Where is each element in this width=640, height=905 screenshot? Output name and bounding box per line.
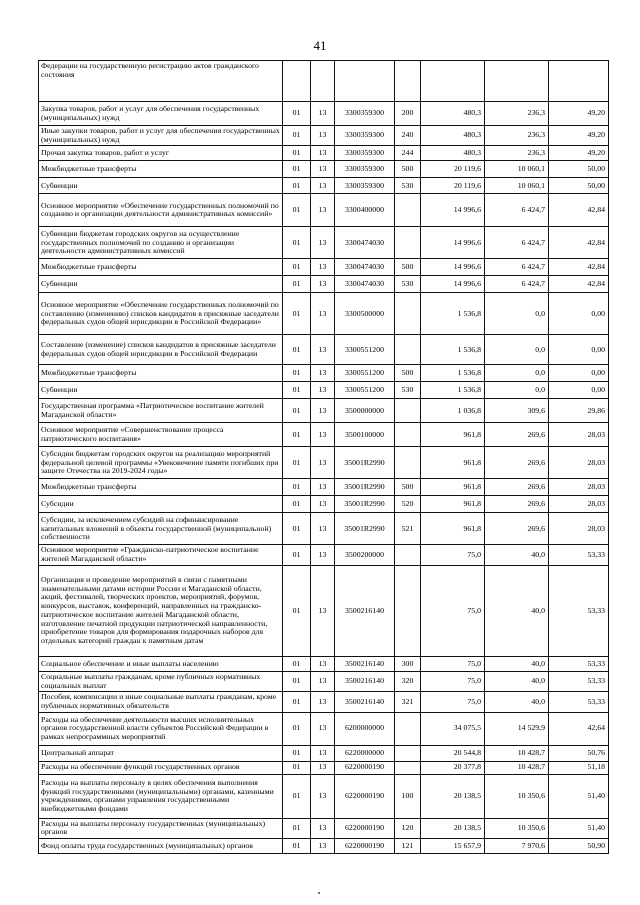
budget-table xyxy=(38,60,609,854)
table-row xyxy=(39,399,609,423)
cell-plan: 1 536,8 xyxy=(421,382,485,399)
cell-percent: 42,64 xyxy=(549,712,609,745)
cell-section: 01 xyxy=(283,839,311,854)
cell-target-article: 3300551200 xyxy=(335,382,395,399)
cell-subsection: 13 xyxy=(311,161,335,178)
cell-target-article: 3300359300 xyxy=(335,161,395,178)
cell-target-article: 6220000000 xyxy=(335,745,395,761)
cell-executed: 0,0 xyxy=(485,293,549,335)
cell-target-article: 3300359300 xyxy=(335,146,395,161)
cell-percent: 0,00 xyxy=(549,382,609,399)
cell-name: Закупка товаров, работ и услуг для обеспечения государственных (муниципальных) нужд xyxy=(39,102,283,126)
cell-plan: 480,3 xyxy=(421,146,485,161)
table-row xyxy=(39,423,609,447)
cell-subsection: 13 xyxy=(311,293,335,335)
cell-expense-type xyxy=(395,293,421,335)
cell-plan: 20 544,8 xyxy=(421,745,485,761)
scan-speck xyxy=(318,892,320,894)
cell-section: 01 xyxy=(283,447,311,479)
cell-section: 01 xyxy=(283,545,311,565)
cell-subsection: 13 xyxy=(311,479,335,496)
cell-executed: 236,3 xyxy=(485,146,549,161)
cell-executed: 7 970,6 xyxy=(485,839,549,854)
table-row xyxy=(39,227,609,259)
cell-name: Расходы на выплаты персоналу в целях обеспечения выполнения функций государственными (муниципальными) органами, казенными учреждениями, органами управления государственными внебюджетными фондами xyxy=(39,774,283,818)
cell-target-article: 3500200000 xyxy=(335,545,395,565)
cell-section: 01 xyxy=(283,102,311,126)
table-row xyxy=(39,745,609,761)
cell-section: 01 xyxy=(283,692,311,712)
cell-section: 01 xyxy=(283,194,311,227)
cell-plan: 20 119,6 xyxy=(421,161,485,178)
cell-section: 01 xyxy=(283,761,311,774)
cell-expense-type: 120 xyxy=(395,818,421,838)
cell-expense-type xyxy=(395,545,421,565)
cell-plan: 480,3 xyxy=(421,126,485,146)
table-row xyxy=(39,178,609,194)
cell-percent: 53,33 xyxy=(549,671,609,691)
cell-executed: 269,6 xyxy=(485,496,549,513)
cell-name: Межбюджетные трансферты xyxy=(39,259,283,276)
cell-subsection: 13 xyxy=(311,146,335,161)
cell-expense-type xyxy=(395,712,421,745)
cell-subsection: 13 xyxy=(311,102,335,126)
cell-percent: 51,40 xyxy=(549,774,609,818)
table-row xyxy=(39,565,609,656)
cell-expense-type xyxy=(395,745,421,761)
cell-name: Расходы на выплаты персоналу государственных (муниципальных) органов xyxy=(39,818,283,838)
cell-expense-type: 500 xyxy=(395,365,421,382)
cell-name: Субвенции бюджетам городских округов на осуществление государственных полномочий по созданию и организации деятельности административных комиссий xyxy=(39,227,283,259)
cell-target-article: 3500100000 xyxy=(335,423,395,447)
cell-percent: 50,00 xyxy=(549,178,609,194)
cell-name: Субвенции xyxy=(39,276,283,293)
cell-name: Субсидии, за исключением субсидий на софинансирование капитальных вложений в объекты государственной (муниципальной) собственности xyxy=(39,513,283,545)
cell-name: Иные закупки товаров, работ и услуг для обеспечения государственных (муниципальных) нужд xyxy=(39,126,283,146)
cell-section: 01 xyxy=(283,818,311,838)
cell-expense-type: 320 xyxy=(395,671,421,691)
table-row xyxy=(39,276,609,293)
cell-executed: 40,0 xyxy=(485,545,549,565)
cell-target-article: 3300359300 xyxy=(335,126,395,146)
cell-section: 01 xyxy=(283,399,311,423)
cell-subsection: 13 xyxy=(311,745,335,761)
cell-section: 01 xyxy=(283,565,311,656)
cell-executed: 6 424,7 xyxy=(485,259,549,276)
cell-plan: 75,0 xyxy=(421,692,485,712)
cell-name: Организация и проведение мероприятий в связи с памятными знаменательными датами истории России и Магаданской области, акций, фестивалей, творческих проектов, мероприятий, форумов, конкурсов, выставок, конференций, направленных на гражданско-патриотическое воспитание жителей Магаданской области, изготовление печатной продукции патриотической направленности, приобретение товаров для формирования подарочных наборов для отдельных категорий граждан к памятным датам xyxy=(39,565,283,656)
cell-plan: 1 536,8 xyxy=(421,335,485,365)
cell-section: 01 xyxy=(283,513,311,545)
cell-target-article: 3300551200 xyxy=(335,365,395,382)
cell-section: 01 xyxy=(283,382,311,399)
cell-section: 01 xyxy=(283,126,311,146)
cell-section: 01 xyxy=(283,293,311,335)
cell-percent: 53,33 xyxy=(549,565,609,656)
cell-target-article: 35001R2990 xyxy=(335,479,395,496)
cell-subsection: 13 xyxy=(311,227,335,259)
cell-name: Субсидии бюджетам городских округов на реализацию мероприятий федеральной целевой программы «Увековечение памяти погибших при защите Отечества на 2019-2024 годы» xyxy=(39,447,283,479)
cell-target-article: 3500216140 xyxy=(335,692,395,712)
cell-percent: 0,00 xyxy=(549,335,609,365)
cell-plan: 961,8 xyxy=(421,479,485,496)
cell-section: 01 xyxy=(283,712,311,745)
cell-percent: 28,03 xyxy=(549,447,609,479)
cell-plan: 961,8 xyxy=(421,447,485,479)
cell-percent: 42,84 xyxy=(549,259,609,276)
cell-executed: 10 428,7 xyxy=(485,745,549,761)
cell-target-article: 35001R2990 xyxy=(335,447,395,479)
cell-percent: 42,84 xyxy=(549,227,609,259)
cell-plan: 14 996,6 xyxy=(421,194,485,227)
cell-percent xyxy=(549,61,609,102)
cell-subsection: 13 xyxy=(311,513,335,545)
cell-plan: 20 377,8 xyxy=(421,761,485,774)
cell-name: Межбюджетные трансферты xyxy=(39,479,283,496)
table-row xyxy=(39,447,609,479)
cell-target-article: 3300474030 xyxy=(335,276,395,293)
cell-percent: 28,03 xyxy=(549,513,609,545)
cell-plan: 480,3 xyxy=(421,102,485,126)
cell-name: Основное мероприятие «Обеспечение государственных полномочий по созданию и организации деятельности административных комиссий» xyxy=(39,194,283,227)
table-row xyxy=(39,382,609,399)
table-row xyxy=(39,692,609,712)
table-row xyxy=(39,479,609,496)
table-row xyxy=(39,161,609,178)
table-row xyxy=(39,194,609,227)
cell-executed: 236,3 xyxy=(485,126,549,146)
cell-expense-type xyxy=(395,61,421,102)
table-row xyxy=(39,774,609,818)
cell-expense-type: 121 xyxy=(395,839,421,854)
cell-target-article: 6220000190 xyxy=(335,839,395,854)
cell-percent: 42,84 xyxy=(549,194,609,227)
cell-section: 01 xyxy=(283,227,311,259)
cell-executed: 10 428,7 xyxy=(485,761,549,774)
cell-plan: 20 119,6 xyxy=(421,178,485,194)
cell-subsection: 13 xyxy=(311,276,335,293)
cell-target-article: 3300359300 xyxy=(335,102,395,126)
cell-executed: 236,3 xyxy=(485,102,549,126)
cell-section: 01 xyxy=(283,146,311,161)
cell-subsection: 13 xyxy=(311,259,335,276)
cell-expense-type xyxy=(395,399,421,423)
cell-expense-type: 500 xyxy=(395,259,421,276)
cell-executed: 10 350,6 xyxy=(485,774,549,818)
cell-section: 01 xyxy=(283,178,311,194)
cell-executed: 269,6 xyxy=(485,447,549,479)
cell-percent: 53,33 xyxy=(549,656,609,671)
cell-section: 01 xyxy=(283,671,311,691)
cell-name: Основное мероприятие «Совершенствование процесса патриотического воспитания» xyxy=(39,423,283,447)
cell-percent: 51,40 xyxy=(549,818,609,838)
table-row xyxy=(39,513,609,545)
cell-name: Основное мероприятие «Обеспечение государственных полномочий по составлению (изменению) списков кандидатов в присяжные заседатели федеральных судов общей юрисдикции в Российской Федерации» xyxy=(39,293,283,335)
table-row xyxy=(39,365,609,382)
cell-executed: 0,0 xyxy=(485,382,549,399)
cell-percent: 49,20 xyxy=(549,126,609,146)
cell-percent: 42,84 xyxy=(549,276,609,293)
cell-percent: 51,18 xyxy=(549,761,609,774)
cell-name: Центральный аппарат xyxy=(39,745,283,761)
cell-section: 01 xyxy=(283,479,311,496)
cell-name: Прочая закупка товаров, работ и услуг xyxy=(39,146,283,161)
cell-plan: 75,0 xyxy=(421,656,485,671)
cell-executed: 309,6 xyxy=(485,399,549,423)
table-row xyxy=(39,259,609,276)
cell-subsection: 13 xyxy=(311,545,335,565)
cell-plan: 14 996,6 xyxy=(421,259,485,276)
cell-target-article: 3300400000 xyxy=(335,194,395,227)
cell-executed: 6 424,7 xyxy=(485,227,549,259)
cell-percent: 29,86 xyxy=(549,399,609,423)
cell-expense-type: 100 xyxy=(395,774,421,818)
cell-subsection: 13 xyxy=(311,818,335,838)
cell-target-article: 3300474030 xyxy=(335,227,395,259)
cell-expense-type: 500 xyxy=(395,161,421,178)
cell-executed: 40,0 xyxy=(485,656,549,671)
cell-executed: 10 060,1 xyxy=(485,178,549,194)
cell-subsection: 13 xyxy=(311,656,335,671)
cell-subsection: 13 xyxy=(311,447,335,479)
cell-percent: 28,03 xyxy=(549,423,609,447)
cell-plan: 961,8 xyxy=(421,513,485,545)
table-row xyxy=(39,146,609,161)
table-row xyxy=(39,671,609,691)
cell-subsection: 13 xyxy=(311,565,335,656)
page-number: 41 xyxy=(313,38,327,53)
cell-expense-type: 530 xyxy=(395,382,421,399)
table-row xyxy=(39,335,609,365)
cell-subsection: 13 xyxy=(311,335,335,365)
table-row xyxy=(39,61,609,102)
table-row xyxy=(39,293,609,335)
cell-target-article: 3500216140 xyxy=(335,565,395,656)
table-row xyxy=(39,126,609,146)
table-row xyxy=(39,102,609,126)
cell-target-article: 3500216140 xyxy=(335,671,395,691)
cell-executed xyxy=(485,61,549,102)
cell-expense-type: 521 xyxy=(395,513,421,545)
table-row xyxy=(39,545,609,565)
cell-expense-type xyxy=(395,447,421,479)
cell-name: Фонд оплаты труда государственных (муниципальных) органов xyxy=(39,839,283,854)
cell-plan: 14 996,6 xyxy=(421,227,485,259)
cell-target-article: 6220000190 xyxy=(335,761,395,774)
cell-subsection: 13 xyxy=(311,423,335,447)
cell-subsection: 13 xyxy=(311,365,335,382)
cell-percent: 50,00 xyxy=(549,161,609,178)
cell-target-article: 35001R2990 xyxy=(335,496,395,513)
cell-subsection: 13 xyxy=(311,126,335,146)
cell-executed: 269,6 xyxy=(485,423,549,447)
cell-section: 01 xyxy=(283,161,311,178)
table-row xyxy=(39,839,609,854)
cell-subsection: 13 xyxy=(311,496,335,513)
cell-name: Федерации на государственную регистрацию актов гражданского состояния xyxy=(39,61,283,102)
cell-name: Основное мероприятие «Гражданско-патриотическое воспитание жителей Магаданской области» xyxy=(39,545,283,565)
cell-executed: 10 350,6 xyxy=(485,818,549,838)
cell-plan: 75,0 xyxy=(421,545,485,565)
cell-expense-type xyxy=(395,194,421,227)
cell-subsection: 13 xyxy=(311,692,335,712)
cell-executed: 269,6 xyxy=(485,513,549,545)
cell-expense-type: 244 xyxy=(395,146,421,161)
cell-plan xyxy=(421,61,485,102)
table-row xyxy=(39,656,609,671)
cell-subsection: 13 xyxy=(311,671,335,691)
cell-percent: 28,03 xyxy=(549,479,609,496)
cell-plan: 34 075,5 xyxy=(421,712,485,745)
cell-executed: 14 529,9 xyxy=(485,712,549,745)
cell-executed: 6 424,7 xyxy=(485,194,549,227)
cell-percent: 49,20 xyxy=(549,102,609,126)
cell-subsection: 13 xyxy=(311,712,335,745)
cell-subsection: 13 xyxy=(311,178,335,194)
cell-section: 01 xyxy=(283,259,311,276)
cell-executed: 40,0 xyxy=(485,565,549,656)
cell-subsection: 13 xyxy=(311,382,335,399)
cell-name: Социальные выплаты гражданам, кроме публичных нормативных социальных выплат xyxy=(39,671,283,691)
cell-name: Социальное обеспечение и иные выплаты населению xyxy=(39,656,283,671)
cell-target-article: 3500000000 xyxy=(335,399,395,423)
cell-executed: 40,0 xyxy=(485,692,549,712)
cell-section: 01 xyxy=(283,496,311,513)
cell-subsection: 13 xyxy=(311,761,335,774)
cell-percent: 0,00 xyxy=(549,365,609,382)
cell-expense-type: 520 xyxy=(395,496,421,513)
cell-plan: 20 138,5 xyxy=(421,774,485,818)
cell-section xyxy=(283,61,311,102)
cell-subsection: 13 xyxy=(311,194,335,227)
cell-executed: 6 424,7 xyxy=(485,276,549,293)
cell-name: Составление (изменение) списков кандидатов в присяжные заседатели федеральных судов общей юрисдикции в Российской Федерации xyxy=(39,335,283,365)
cell-name: Межбюджетные трансферты xyxy=(39,161,283,178)
cell-expense-type: 500 xyxy=(395,479,421,496)
cell-executed: 269,6 xyxy=(485,479,549,496)
cell-plan: 14 996,6 xyxy=(421,276,485,293)
cell-expense-type: 530 xyxy=(395,178,421,194)
cell-section: 01 xyxy=(283,656,311,671)
cell-name: Субвенции xyxy=(39,178,283,194)
cell-name: Субсидии xyxy=(39,496,283,513)
cell-plan: 1 536,8 xyxy=(421,293,485,335)
cell-plan: 20 138,5 xyxy=(421,818,485,838)
cell-expense-type xyxy=(395,335,421,365)
cell-percent: 50,76 xyxy=(549,745,609,761)
table-row xyxy=(39,496,609,513)
cell-name: Субвенции xyxy=(39,382,283,399)
cell-expense-type xyxy=(395,761,421,774)
cell-name: Пособия, компенсации и иные социальные выплаты гражданам, кроме публичных нормативных обязательств xyxy=(39,692,283,712)
cell-plan: 1 536,8 xyxy=(421,365,485,382)
cell-expense-type xyxy=(395,565,421,656)
cell-plan: 961,8 xyxy=(421,496,485,513)
cell-expense-type: 300 xyxy=(395,656,421,671)
cell-section: 01 xyxy=(283,335,311,365)
cell-percent: 0,00 xyxy=(549,293,609,335)
cell-percent: 49,20 xyxy=(549,146,609,161)
cell-target-article: 3500216140 xyxy=(335,656,395,671)
cell-target-article: 6220000190 xyxy=(335,774,395,818)
cell-name: Государственная программа «Патриотическое воспитание жителей Магаданской области» xyxy=(39,399,283,423)
cell-plan: 1 036,8 xyxy=(421,399,485,423)
cell-expense-type: 240 xyxy=(395,126,421,146)
cell-expense-type: 200 xyxy=(395,102,421,126)
table-row xyxy=(39,818,609,838)
cell-percent: 28,03 xyxy=(549,496,609,513)
cell-executed: 0,0 xyxy=(485,335,549,365)
cell-section: 01 xyxy=(283,774,311,818)
table-row xyxy=(39,761,609,774)
cell-executed: 40,0 xyxy=(485,671,549,691)
cell-expense-type xyxy=(395,423,421,447)
cell-percent: 50,90 xyxy=(549,839,609,854)
cell-section: 01 xyxy=(283,276,311,293)
cell-target-article: 3300359300 xyxy=(335,178,395,194)
cell-name: Расходы на обеспечение деятельности высших исполнительных органов государственной власти субъектов Российской Федерации в рамках непрограммных мероприятий xyxy=(39,712,283,745)
cell-target-article: 3300500000 xyxy=(335,293,395,335)
cell-target-article xyxy=(335,61,395,102)
table-row xyxy=(39,712,609,745)
cell-target-article: 6220000190 xyxy=(335,818,395,838)
cell-percent: 53,33 xyxy=(549,545,609,565)
cell-plan: 75,0 xyxy=(421,565,485,656)
cell-section: 01 xyxy=(283,745,311,761)
cell-name: Расходы на обеспечение функций государственных органов xyxy=(39,761,283,774)
cell-plan: 15 657,9 xyxy=(421,839,485,854)
cell-subsection xyxy=(311,61,335,102)
cell-subsection: 13 xyxy=(311,774,335,818)
cell-plan: 75,0 xyxy=(421,671,485,691)
cell-section: 01 xyxy=(283,365,311,382)
cell-target-article: 3300474030 xyxy=(335,259,395,276)
cell-target-article: 3300551200 xyxy=(335,335,395,365)
cell-subsection: 13 xyxy=(311,839,335,854)
cell-name: Межбюджетные трансферты xyxy=(39,365,283,382)
cell-target-article: 35001R2990 xyxy=(335,513,395,545)
cell-executed: 0,0 xyxy=(485,365,549,382)
cell-subsection: 13 xyxy=(311,399,335,423)
cell-expense-type: 321 xyxy=(395,692,421,712)
cell-expense-type: 530 xyxy=(395,276,421,293)
cell-percent: 53,33 xyxy=(549,692,609,712)
cell-expense-type xyxy=(395,227,421,259)
cell-plan: 961,8 xyxy=(421,423,485,447)
cell-executed: 10 060,1 xyxy=(485,161,549,178)
cell-target-article: 6200000000 xyxy=(335,712,395,745)
cell-section: 01 xyxy=(283,423,311,447)
